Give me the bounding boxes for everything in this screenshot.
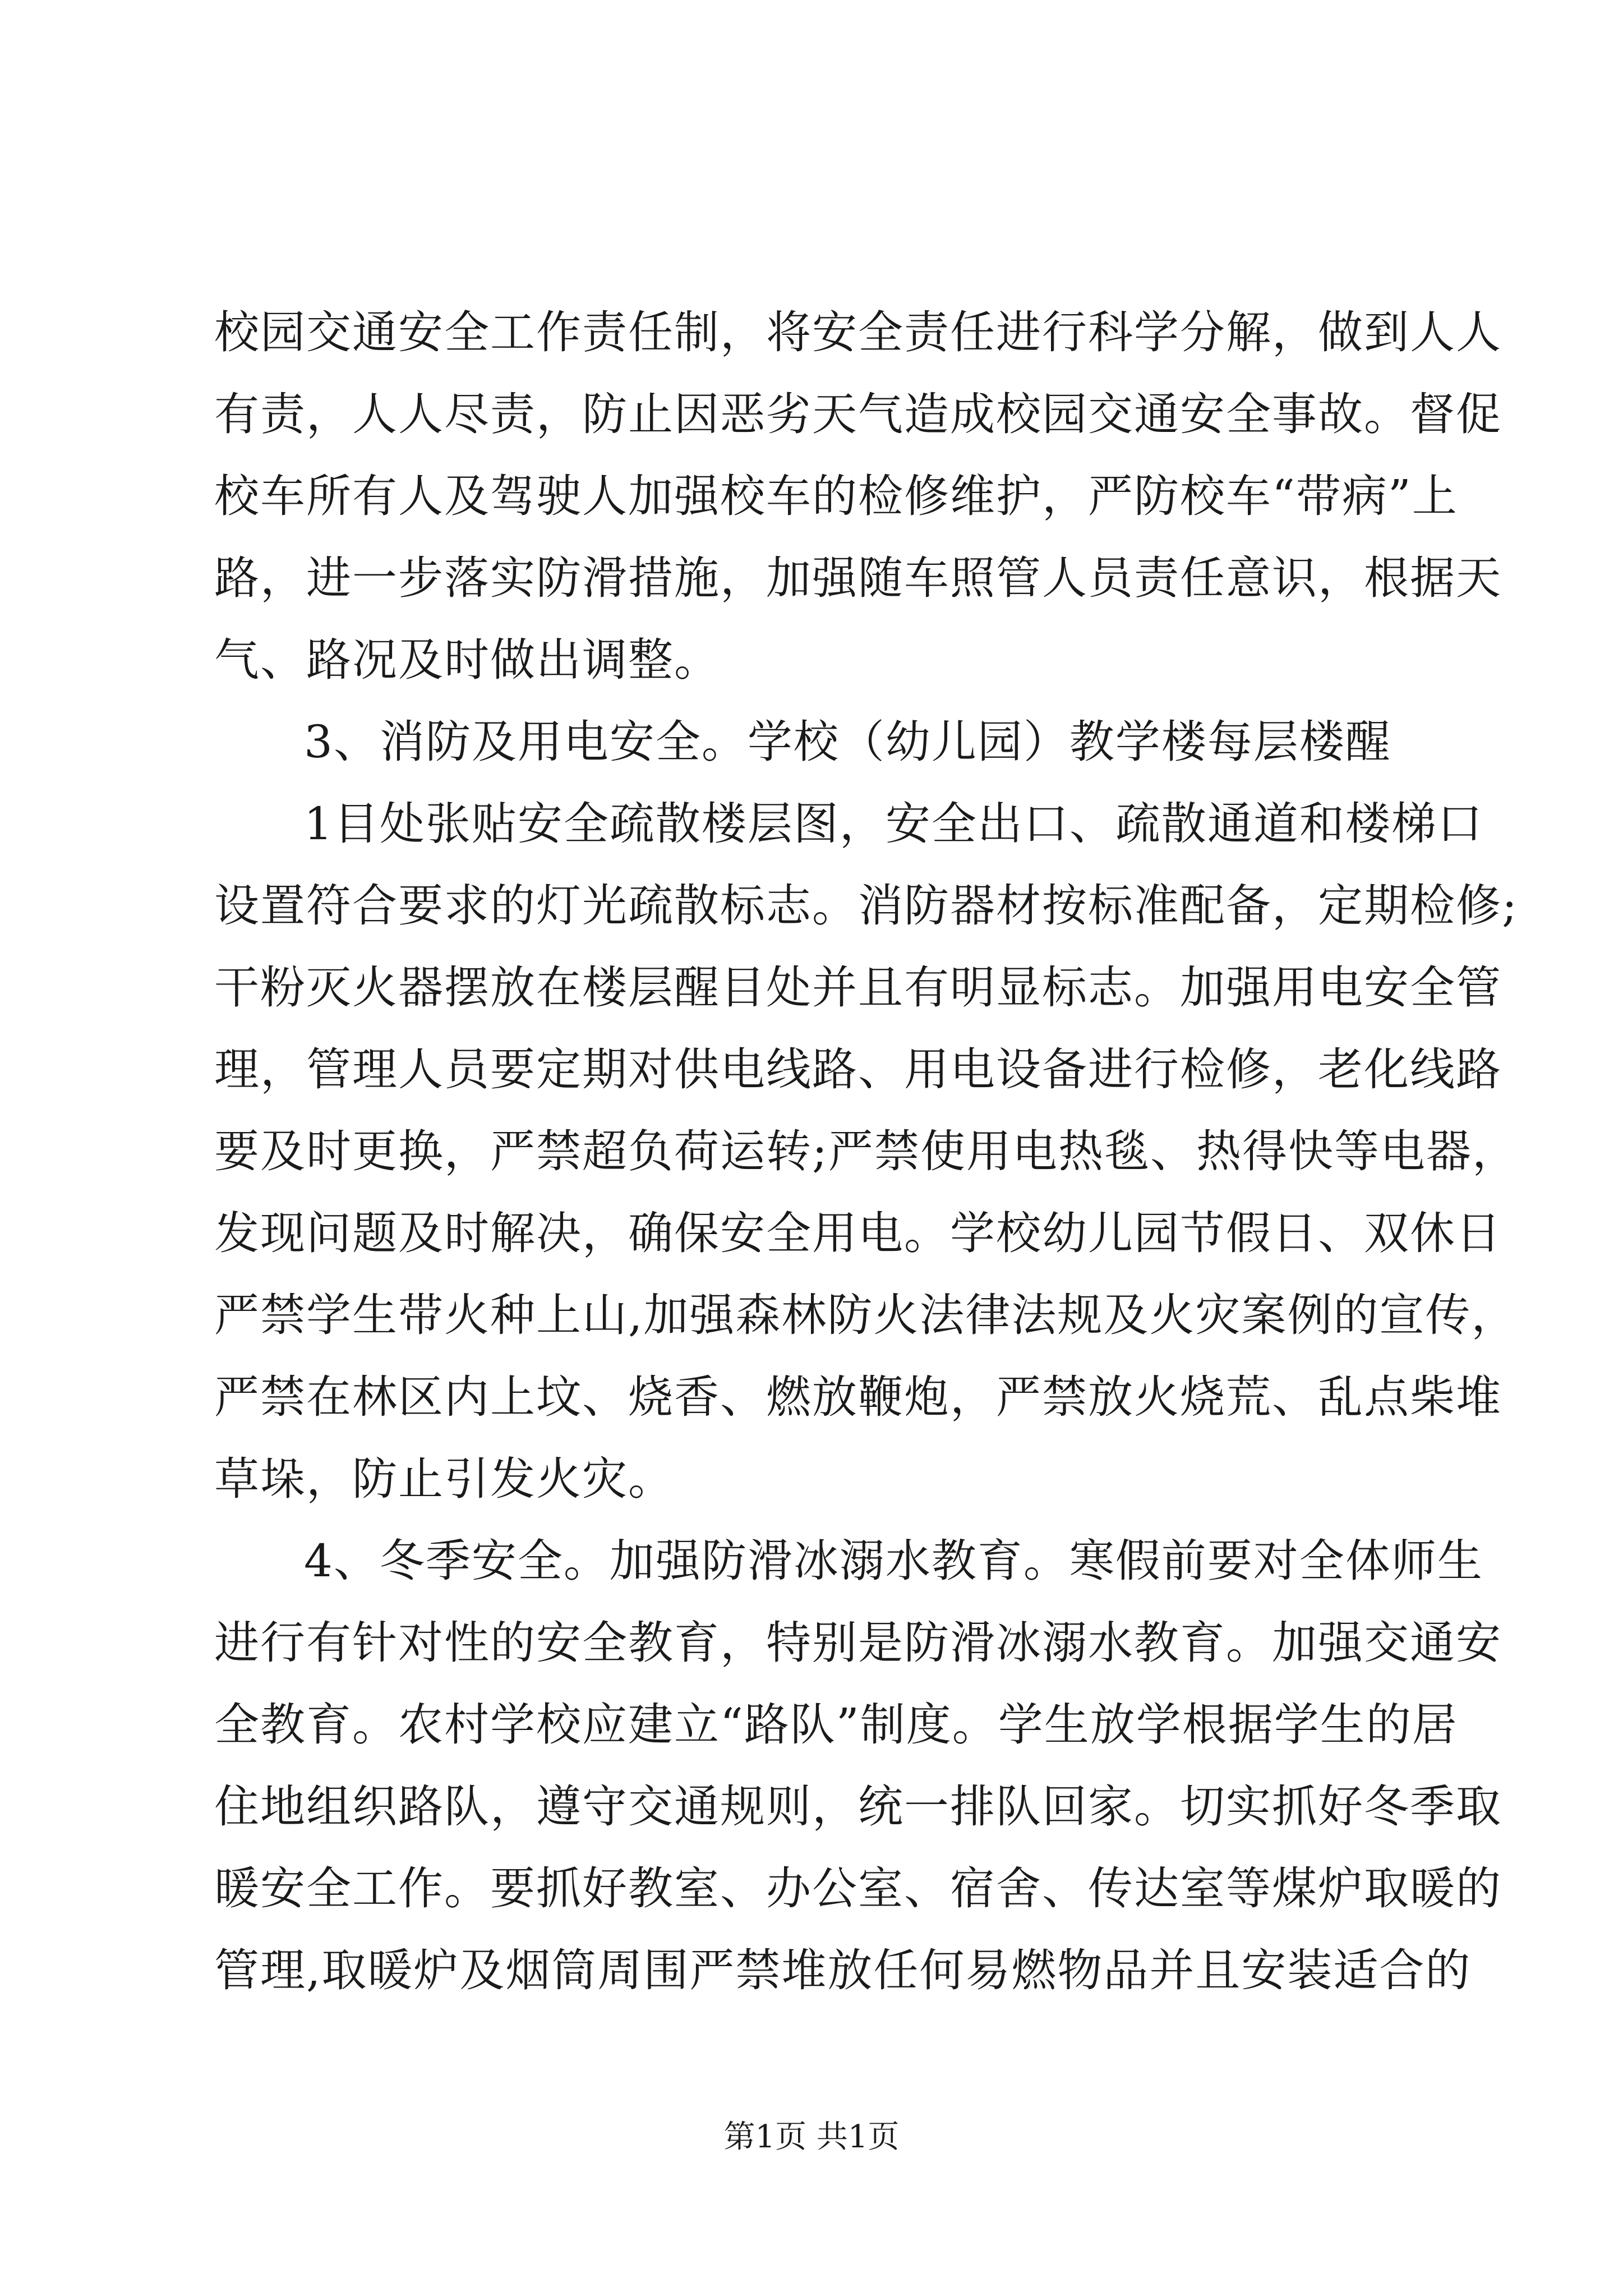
text-line: 1目处张贴安全疏散楼层图，安全出口、疏散通道和楼梯口 [304,798,1483,850]
text-line: 发现问题及时解决，确保安全用电。学校幼儿园节假日、双休日 [214,1207,1502,1259]
text-line: 气、路况及时做出调整。 [214,634,720,686]
text-line: 住地组织路队，遵守交通规则，统一排队回家。切实抓好冬季取 [214,1780,1502,1833]
text-line: 3、消防及用电安全。学校（幼儿园）教学楼每层楼醒 [304,716,1391,768]
text-line: 有责，人人尽责，防止因恶劣天气造成校园交通安全事故。督促 [214,388,1502,440]
text-line: 严禁在林区内上坟、烧香、燃放鞭炮，严禁放火烧荒、乱点柴堆 [214,1371,1502,1423]
page-number-label: 第1页 共1页 [723,2119,900,2155]
text-line: 校园交通安全工作责任制，将安全责任进行科学分解，做到人人 [214,306,1502,358]
text-line: 路，进一步落实防滑措施，加强随车照管人员责任意识，根据天 [214,552,1502,604]
text-line: 严禁学生带火种上山,加强森林防火法律法规及火灾案例的宣传， [214,1289,1518,1341]
text-line: 4、冬季安全。加强防滑冰溺水教育。寒假前要对全体师生 [304,1535,1483,1587]
text-line: 管理,取暖炉及烟筒周围严禁堆放任何易燃物品并且安装适合的 [214,1944,1472,1996]
text-line: 设置符合要求的灯光疏散标志。消防器材按标准配备，定期检修; [214,880,1518,932]
text-line: 校车所有人及驾驶人加强校车的检修维护，严防校车“带病”上 [214,470,1458,522]
body-text [214,292,1518,2012]
text-line: 干粉灭火器摆放在楼层醒目处并且有明显标志。加强用电安全管 [214,961,1502,1014]
text-line: 草垛，防止引发火灾。 [214,1453,674,1505]
text-line: 全教育。农村学校应建立“路队”制度。学生放学根据学生的居 [214,1699,1458,1751]
page-footer [0,2118,1623,2157]
text-line: 暖安全工作。要抓好教室、办公室、宿舍、传达室等煤炉取暖的 [214,1862,1502,1915]
text-line: 理，管理人员要定期对供电线路、用电设备进行检修，老化线路 [214,1043,1502,1096]
text-line: 要及时更换，严禁超负荷运转;严禁使用电热毯、热得快等电器， [214,1125,1518,1177]
text-line: 进行有针对性的安全教育，特别是防滑冰溺水教育。加强交通安 [214,1617,1502,1669]
